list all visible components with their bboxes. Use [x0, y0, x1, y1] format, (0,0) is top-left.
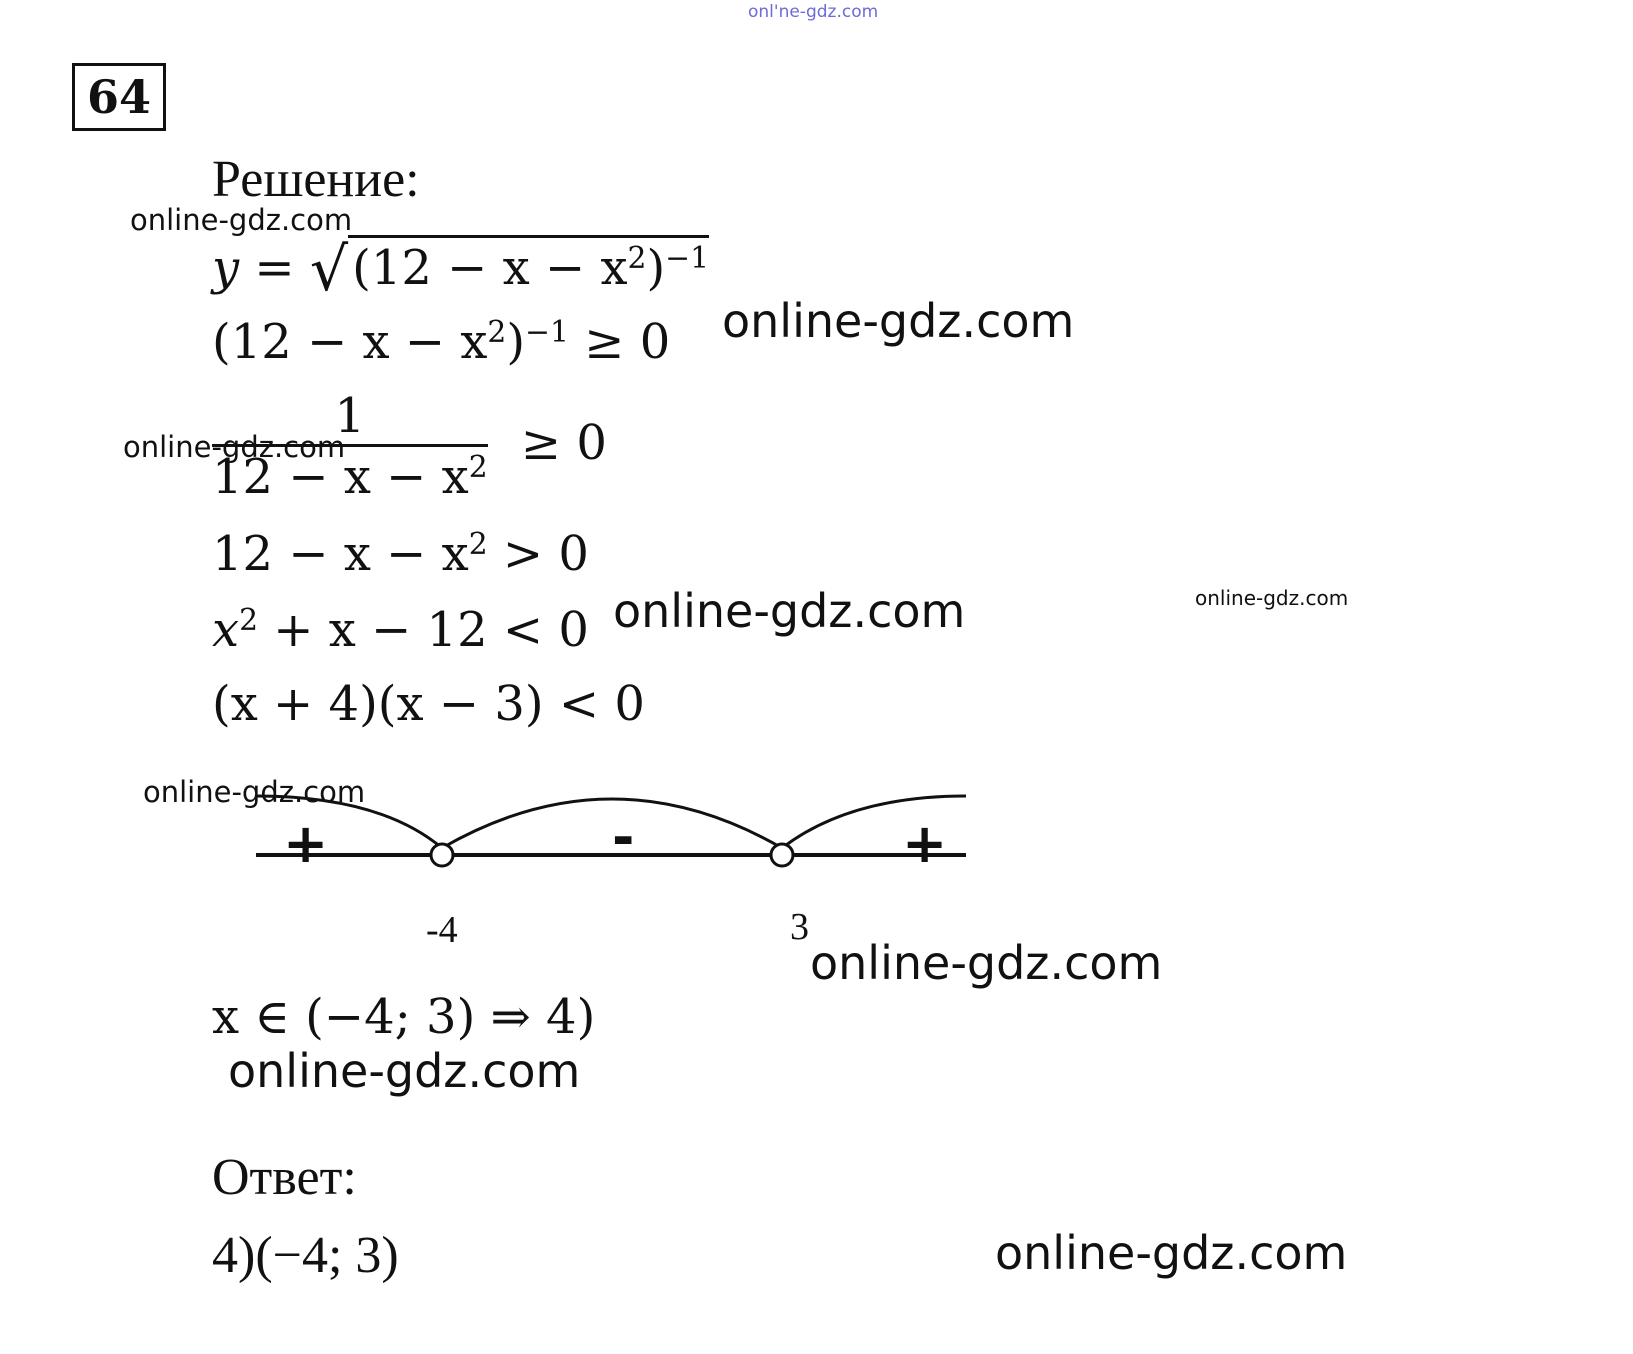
solution-heading: Решение: — [212, 151, 420, 208]
radicand: $(12 - x - x^2)^{-1}$ — [348, 235, 709, 296]
fraction-relation: ≥ 0 — [520, 415, 607, 471]
tick-label-minus4: -4 — [426, 909, 458, 951]
sign-right: + — [902, 812, 948, 875]
open-point-minus4 — [431, 844, 453, 866]
inequality-quadratic: $x^2 + x - 12 < 0$ — [212, 602, 589, 658]
var-y: y — [212, 240, 240, 296]
problem-number: 64 — [72, 63, 166, 131]
top-watermark: onl'ne-gdz.com — [748, 2, 879, 22]
fraction-numerator: 1 — [334, 388, 366, 444]
inequality-factored: (x + 4)(x − 3) < 0 — [212, 676, 645, 732]
watermark: online-gdz.com — [722, 294, 1075, 348]
watermark: online-gdz.com — [123, 430, 346, 464]
watermark: online-gdz.com — [1195, 586, 1349, 610]
fraction-denominator: $12 - x - x^2$ — [212, 444, 488, 501]
watermark: online-gdz.com — [810, 936, 1163, 990]
tick-label-3: 3 — [790, 906, 809, 948]
sqrt-sign: √ — [309, 235, 349, 305]
equation-function — [212, 234, 710, 305]
inequality-domain: $(12 - x - x^2)^{-1} \ge 0$ — [212, 314, 671, 370]
answer-value: 4)(−4; 3) — [212, 1227, 399, 1284]
sign-middle: - — [612, 806, 635, 869]
watermark: online-gdz.com — [613, 584, 966, 638]
sign-left: + — [283, 812, 329, 875]
answer-heading: Ответ: — [212, 1149, 357, 1206]
equals-sign: = — [254, 240, 295, 296]
watermark: online-gdz.com — [995, 1226, 1348, 1280]
watermark: online-gdz.com — [143, 775, 366, 809]
open-point-3 — [771, 844, 793, 866]
solution-set: x ∈ (−4; 3) ⇒ 4) — [212, 989, 596, 1045]
watermark: online-gdz.com — [228, 1044, 581, 1098]
inequality-positive: $12 - x - x^2 > 0$ — [212, 526, 589, 582]
watermark: online-gdz.com — [130, 203, 353, 237]
